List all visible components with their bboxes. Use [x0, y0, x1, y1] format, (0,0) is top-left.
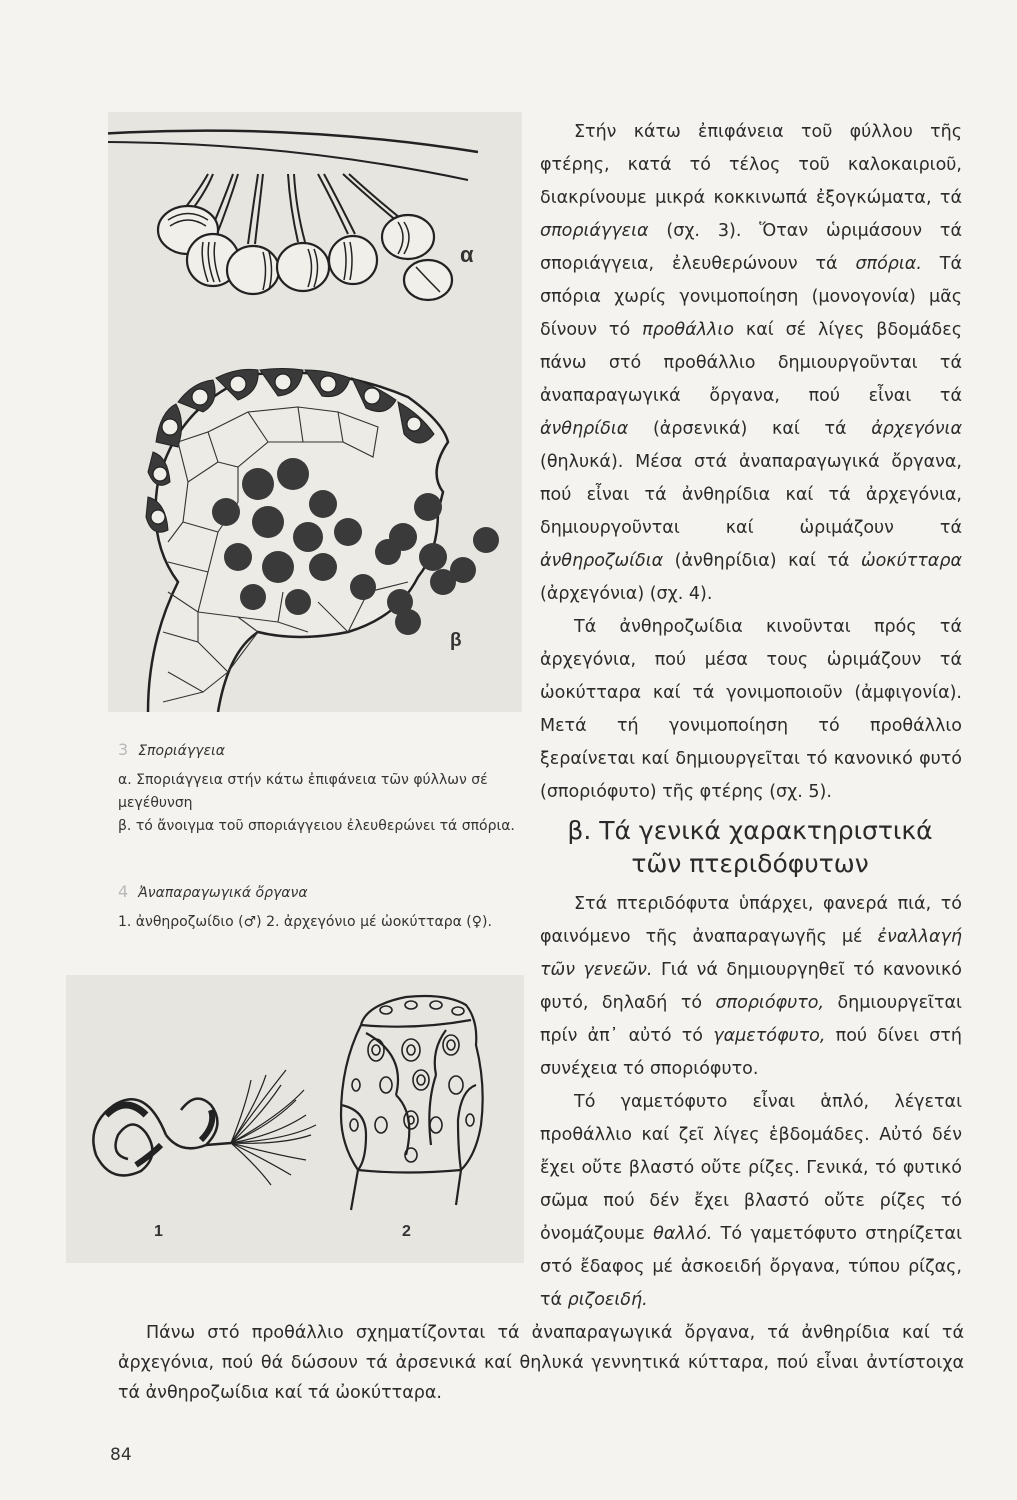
p1-seg-2: (σχ. 3). Ὅταν ὡριμάσουν τά σποριάγγεια, ἐλευθερώνουν τά: [540, 221, 962, 274]
figure-4-caption-number: 4: [118, 882, 129, 901]
figure-4-caption-text: 1. ἀνθηροζωίδιο (♂) 2. ἀρχεγόνιο μέ ὠοκύτταρα (♀).: [118, 914, 492, 930]
p1-seg-8: (ἀρσενικά) καί τά: [628, 419, 872, 439]
figure-4-illustration: [66, 975, 524, 1263]
figure-3-caption-title-row: [118, 738, 523, 763]
p1-seg-12: (ἀνθηρίδια) καί τά: [663, 551, 861, 571]
p4-seg-2: Τό γαμετόφυτο στηρίζεται στό ἔδαφος μέ ἀσκοειδή ὄργανα, τύπου ρίζας, τά: [540, 1224, 962, 1310]
figure-4-caption-title-row: [118, 880, 523, 905]
p3-seg-6: πού δίνει στή συνέχεια τό σποριόφυτο.: [540, 1026, 963, 1079]
p3-term-gametophyte: γαμετόφυτο,: [713, 1026, 826, 1046]
p1-term-spores: σπόρια.: [855, 254, 922, 274]
p1-term-antherozoids: ἀνθηροζωίδια: [540, 551, 664, 571]
p4-seg-0: Τό γαμετόφυτο εἶναι ἁπλό, λέγεται προθάλλιο καί ζεῖ λίγες ἑβδομάδες. Αὐτό δέν ἔχει οὔτε βλαστό οὔτε ρίζες. Γενικά, τό φυτικό σῶμα πού δέν ἔχει βλαστό οὔτε ρίζες τό ὀνομάζουμε: [540, 1092, 962, 1244]
figure-4-caption-title: Ἀναπαραγωγικά ὄργανα: [138, 885, 308, 901]
bottom-paragraph-block: [118, 1318, 964, 1408]
p1-term-oocytes: ὠοκύτταρα: [860, 551, 962, 571]
p1-seg-6: καί σέ λίγες βδομάδες πάνω στό προθάλλιο δημιουργοῦνται τά ἀναπαραγωγικά ὄργανα, πού εἶναι τά: [540, 320, 962, 406]
reproductive-organs-drawing: [66, 975, 524, 1263]
paragraph-alternation: [540, 888, 962, 1086]
p1-seg-0: Στήν κάτω ἐπιφάνεια τοῦ φύλλου τῆς φτέρης, κατά τό τέλος τοῦ καλοκαιριοῦ, διακρίνουμε μικρά κοκκινωπά ἐξογκώματα, τά: [540, 122, 962, 208]
section-heading: [540, 814, 960, 880]
p3-seg-0: Στά πτεριδόφυτα ὑπάρχει, φανερά πιά, τό φαινόμενο τῆς ἀναπαραγωγῆς μέ: [540, 894, 962, 947]
p3-term-alternation: ἐναλλαγή τῶν γενεῶν.: [540, 927, 962, 980]
p1-seg-4: Τά σπόρια χωρίς γονιμοποίηση (μονογονία) μᾶς δίνουν τό: [540, 254, 962, 340]
paragraph-gametophyte: [540, 1086, 962, 1317]
right-column-block-1: [540, 116, 962, 809]
figure-4-caption: [118, 880, 523, 934]
figure-3-caption-b: β. τό ἄνοιγμα τοῦ σποριάγγειου ἐλευθερώνει τά σπόρια.: [118, 818, 515, 834]
p3-seg-4: δημιουργεῖται πρίν ἀπ᾿ αὐτό τό: [540, 993, 962, 1046]
sporangia-drawing: [108, 112, 522, 712]
figure-3-caption-title: Σποριάγγεια: [138, 743, 225, 759]
archegonium-drawing: [341, 996, 483, 1210]
antherozoid-drawing: [93, 1070, 316, 1185]
p1-term-prothallus: προθάλλιο: [642, 320, 734, 340]
figure-3-caption-number: 3: [118, 740, 129, 759]
figure-3-label-b: β: [450, 630, 462, 651]
p3-term-sporophyte: σποριόφυτο,: [715, 993, 825, 1013]
p4-term-rhizoids: ριζοειδή.: [567, 1290, 648, 1310]
p1-term-antheridia: ἀνθηρίδια: [540, 419, 629, 439]
page-number: 84: [110, 1445, 132, 1465]
right-column-block-2: [540, 888, 962, 1317]
figure-3-label-a: α: [460, 242, 474, 267]
p1-term-sporangia: σποριάγγεια: [540, 221, 649, 241]
p1-seg-14: (ἀρχεγόνια) (σχ. 4).: [540, 584, 713, 604]
section-heading-line-2: τῶν πτεριδόφυτων: [631, 849, 869, 878]
figure-3-caption-a: α. Σποριάγγεια στήν κάτω ἐπιφάνεια τῶν φύλλων σέ μεγέθυνση: [118, 772, 488, 811]
p4-term-thallus: θαλλό.: [653, 1224, 713, 1244]
p1-term-archegonia: ἀρχεγόνια: [871, 419, 962, 439]
section-heading-line-1: β. Τά γενικά χαρακτηριστικά: [567, 816, 933, 845]
bottom-paragraph: Πάνω στό προθάλλιο σχηματίζονται τά ἀναπαραγωγικά ὄργανα, τά ἀνθηρίδια καί τά ἀρχεγόνια, πού θά δώσουν τά ἀρσενικά καί θηλυκά γεννητικά κύτταρα, πού εἶναι ἀντίστοιχα τά ἀνθηροζωίδια καί τά ὠοκύτταρα.: [118, 1323, 964, 1403]
figure-3-caption: [118, 738, 523, 838]
p3-seg-2: Γιά νά δημιουργηθεῖ τό κανονικό φυτό, δηλαδή τό: [540, 960, 962, 1013]
paragraph-sporangia: [540, 116, 962, 611]
paragraph-fertilization: Τά ἀνθηροζωίδια κινοῦνται πρός τά ἀρχεγόνια, πού μέσα τους ὡριμάζουν τά ὠοκύτταρα καί τά γονιμοποιοῦν (ἀμφιγονία). Μετά τή γονιμοποίηση τό προθάλλιο ξεραίνεται καί δημιουργεῖται τό κανονικό φυτό (σποριόφυτο) τῆς φτέρης (σχ. 5).: [540, 617, 962, 802]
p1-seg-10: (θηλυκά). Μέσα στά ἀναπαραγωγικά ὄργανα, πού εἶναι τά ἀνθηρίδια καί τά ἀρχεγόνια, δημιουργοῦνται καί ὡριμάζουν τά: [540, 452, 962, 538]
figure-4-label-2: 2: [402, 1223, 411, 1240]
figure-4-label-1: 1: [154, 1223, 163, 1240]
figure-3-illustration: [108, 112, 522, 712]
